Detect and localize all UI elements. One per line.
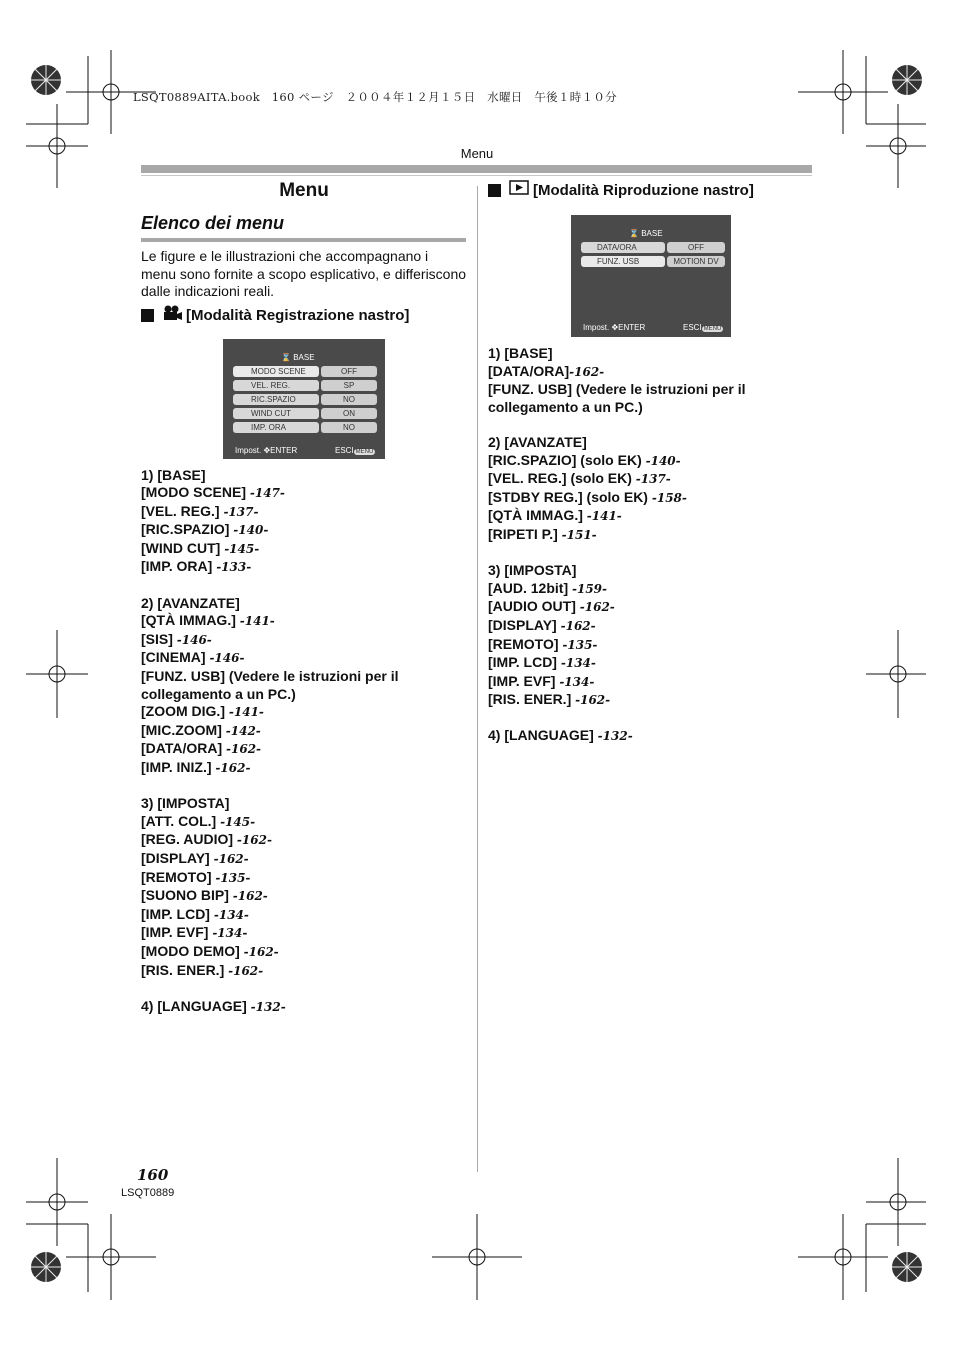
menu-item-label: [IMP. EVF] — [488, 672, 560, 689]
page-reference: -132- — [250, 999, 286, 1014]
menu-list-item — [141, 906, 467, 925]
top-thin-rule — [141, 175, 812, 176]
screen-row-value: ON — [321, 408, 377, 419]
menu-list-item — [488, 617, 814, 636]
intro-text: Le figure e le illustrazioni che accompagnano i menu sono fornite a scopo esplicativo, e differiscono dalle indicazioni reali. — [141, 248, 467, 299]
menu-item-label: 1) [BASE] — [488, 345, 553, 361]
menu-item-label: 4) [LANGUAGE] — [141, 997, 251, 1014]
menu-list-item — [141, 998, 467, 1017]
menu-item-label: [IMP. ORA] — [141, 558, 217, 575]
menu-item-label: [DISPLAY] — [488, 616, 561, 633]
menu-item-label: [CINEMA] — [141, 649, 210, 666]
top-rule — [141, 165, 812, 173]
page-reference: -134- — [213, 907, 249, 922]
page-reference: -141- — [239, 614, 275, 629]
menu-item-label: [RIS. ENER.] — [488, 691, 576, 708]
menu-list-item — [141, 759, 467, 778]
menu-list-item — [488, 434, 814, 452]
menu-list-item — [141, 795, 467, 813]
menu-list-item — [141, 813, 467, 832]
list-gap — [141, 778, 467, 796]
menu-list-item — [488, 470, 814, 489]
menu-list-item — [488, 399, 814, 417]
menu-list-item — [141, 887, 467, 906]
menu-list-item — [141, 467, 467, 485]
menu-item-label: [DISPLAY] — [141, 849, 214, 866]
left-column — [141, 178, 467, 1016]
menu-list-item — [141, 831, 467, 850]
menu-item-label: [RIPETI P.] — [488, 525, 562, 542]
menu-item-label: 2) [AVANZATE] — [488, 433, 587, 450]
page-reference: -162- — [575, 693, 611, 708]
bullet-square-icon — [141, 309, 154, 322]
menu-item-label: [QTÀ IMMAG.] — [141, 612, 240, 629]
menu-screen-playback — [571, 215, 731, 337]
page-reference: -140- — [645, 453, 681, 468]
menu-list-item — [141, 558, 467, 577]
menu-item-label: collegamento a un PC.) — [488, 398, 643, 415]
menu-list-item — [141, 668, 467, 686]
screen-row-value: SP — [321, 380, 377, 391]
play-icon — [509, 180, 529, 201]
screen-row-name: WIND CUT — [233, 408, 319, 419]
menu-item-label: 1) [BASE] — [141, 466, 206, 483]
movie-camera-icon — [162, 305, 182, 327]
menu-item-label: [ATT. COL.] — [141, 812, 221, 829]
menu-list-item — [141, 595, 467, 613]
recording-mode-heading — [141, 305, 467, 327]
page-reference: -142- — [225, 723, 261, 738]
page-reference: -141- — [228, 705, 264, 720]
menu-list-item — [488, 526, 814, 545]
menu-item-label: [AUD. 12bit] — [488, 579, 572, 596]
column-separator — [477, 186, 478, 1172]
document-code: LSQT0889 — [121, 1187, 175, 1199]
right-menu-list — [488, 345, 814, 746]
menu-list-item — [141, 686, 467, 704]
page-reference: -141- — [586, 509, 622, 524]
list-gap — [488, 416, 814, 434]
screen-row-value: NO — [321, 394, 377, 405]
page-reference: -162- — [569, 364, 605, 379]
page-reference: -151- — [561, 527, 597, 542]
heading-rule — [141, 238, 466, 242]
page-reference: -162- — [213, 851, 249, 866]
menu-item-label: 4) [LANGUAGE] — [488, 727, 598, 744]
menu-item-label: [IMP. LCD] — [141, 905, 214, 922]
menu-list-item — [141, 540, 467, 559]
page-number: 160 — [137, 1166, 169, 1184]
screen-title: ⌛ BASE — [629, 229, 663, 238]
menu-item-label: [MODO SCENE] — [141, 484, 250, 501]
menu-item-label: [MODO DEMO] — [141, 942, 244, 959]
menu-item-label: [RIC.SPAZIO] (solo EK) — [488, 451, 646, 468]
menu-item-label: 3) [IMPOSTA] — [488, 562, 577, 579]
bullet-square-icon — [488, 184, 501, 197]
page-reference: -134- — [560, 656, 596, 671]
recording-mode-title: [Modalità Registrazione nastro] — [186, 306, 410, 324]
page-reference: -146- — [176, 632, 212, 647]
menu-list-item — [488, 489, 814, 508]
menu-item-label: [VEL. REG.] (solo EK) — [488, 470, 636, 487]
menu-list-item — [488, 345, 814, 363]
menu-item-label: [SUONO BIP] — [141, 887, 233, 904]
screen-title: ⌛ BASE — [281, 352, 315, 362]
page-reference: -162- — [560, 618, 596, 633]
menu-item-label: [FUNZ. USB] (Vedere le istruzioni per il — [141, 668, 399, 685]
screen-footer-exit: ESCI MENU — [683, 323, 722, 332]
menu-list-item — [488, 727, 814, 746]
screen-row-value: OFF — [667, 242, 725, 253]
page-reference: -140- — [233, 523, 269, 538]
screen-row-value: NO — [321, 422, 377, 433]
screen-footer: Impost. ✥ENTER — [235, 445, 298, 455]
menu-list-item — [141, 740, 467, 759]
screen-footer: Impost. ✥ENTER — [583, 323, 646, 332]
page-reference: -158- — [651, 490, 687, 505]
page-reference: -162- — [226, 742, 262, 757]
screen-row-name: RIC.SPAZIO — [233, 394, 319, 405]
page-reference: -162- — [215, 761, 251, 775]
page-reference: -162- — [243, 944, 279, 959]
page-reference: -162- — [228, 963, 264, 978]
menu-item-label: [REMOTO] — [141, 868, 216, 885]
page-reference: -146- — [209, 651, 245, 666]
page-reference: -135- — [562, 637, 598, 652]
menu-list-item — [488, 654, 814, 673]
menu-screen-recording — [223, 339, 385, 459]
menu-list-item — [488, 363, 814, 382]
page-reference: -145- — [220, 814, 256, 829]
menu-list-item — [488, 507, 814, 526]
list-gap — [141, 577, 467, 595]
page-title: Menu — [279, 180, 329, 201]
menu-list-item — [141, 631, 467, 650]
page-reference: -134- — [212, 926, 248, 941]
page-reference: -159- — [572, 581, 608, 596]
menu-item-label: [ZOOM DIG.] — [141, 703, 229, 720]
screen-row-name: DATA/ORA — [581, 242, 665, 253]
menu-item-label: [SIS] — [141, 630, 177, 647]
list-gap — [488, 710, 814, 728]
page-reference: -145- — [224, 541, 260, 556]
page-reference: -134- — [559, 674, 595, 689]
menu-item-label: [AUDIO OUT] — [488, 598, 580, 615]
menu-item-label: [DATA/ORA] — [488, 362, 570, 379]
menu-item-label: [DATA/ORA] — [141, 740, 227, 757]
screen-row-name: MODO SCENE — [233, 366, 319, 377]
menu-item-label: [QTÀ IMMAG.] — [488, 507, 587, 524]
page-reference: -137- — [223, 504, 259, 519]
section-heading: Elenco dei menu — [141, 213, 285, 233]
menu-item-label: [WIND CUT] — [141, 539, 225, 556]
menu-item-label: [RIS. ENER.] — [141, 961, 229, 978]
menu-list-item — [488, 580, 814, 599]
menu-list-item — [141, 612, 467, 631]
menu-list-item — [141, 850, 467, 869]
menu-list-item — [141, 649, 467, 668]
menu-item-label: 3) [IMPOSTA] — [141, 795, 230, 812]
menu-list-item — [488, 598, 814, 617]
menu-list-item — [488, 673, 814, 692]
page-reference: -147- — [249, 486, 285, 501]
page-reference: -162- — [232, 889, 268, 904]
playback-mode-heading — [488, 180, 814, 201]
menu-list-item — [141, 521, 467, 540]
menu-list-item — [141, 943, 467, 962]
menu-item-label: [FUNZ. USB] (Vedere le istruzioni per il — [488, 381, 746, 398]
menu-list-item — [488, 562, 814, 580]
list-gap — [488, 545, 814, 563]
screen-row-value: MOTION DV — [667, 256, 725, 267]
menu-item-label: [STDBY REG.] (solo EK) — [488, 488, 652, 505]
menu-list-item — [141, 722, 467, 741]
menu-item-label: [IMP. INIZ.] — [141, 759, 216, 775]
screen-row-value: OFF — [321, 366, 377, 377]
screen-row-name: IMP. ORA — [233, 422, 319, 433]
menu-item-label: [IMP. EVF] — [141, 924, 213, 941]
page-reference: -132- — [597, 729, 633, 744]
right-column — [488, 178, 814, 746]
menu-list-item — [488, 452, 814, 471]
menu-item-label: [VEL. REG.] — [141, 502, 224, 519]
screen-row-name: VEL. REG. — [233, 380, 319, 391]
menu-item-label: 2) [AVANZATE] — [141, 594, 240, 611]
menu-item-label: collegamento a un PC.) — [141, 685, 296, 702]
menu-item-label: [REMOTO] — [488, 635, 563, 652]
menu-list-item — [488, 636, 814, 655]
menu-list-item — [488, 691, 814, 710]
running-title: Menu — [460, 146, 494, 161]
menu-list-item — [141, 869, 467, 888]
menu-list-item — [488, 381, 814, 399]
menu-item-label: [RIC.SPAZIO] — [141, 521, 234, 538]
screen-footer-exit: ESCI MENU — [335, 445, 374, 455]
playback-mode-title: [Modalità Riproduzione nastro] — [533, 181, 754, 199]
menu-item-label: [IMP. LCD] — [488, 654, 561, 671]
menu-list-item — [141, 703, 467, 722]
screen-row-name: FUNZ. USB — [581, 256, 665, 267]
list-gap — [141, 980, 467, 998]
menu-item-label: [MIC.ZOOM] — [141, 721, 226, 738]
menu-list-item — [141, 503, 467, 522]
menu-item-label: [REG. AUDIO] — [141, 831, 237, 848]
page-reference: -162- — [236, 833, 272, 848]
menu-list-item — [141, 962, 467, 981]
page-reference: -137- — [635, 472, 671, 487]
file-header: LSQT0889AITA.book 160 ページ ２００４年１２月１５日 水曜日 午後１時１０分 — [133, 90, 617, 104]
menu-list-item — [141, 484, 467, 503]
left-menu-list — [141, 467, 467, 1017]
page-reference: -133- — [216, 560, 252, 575]
menu-list-item — [141, 924, 467, 943]
page-reference: -162- — [579, 600, 615, 615]
page-reference: -135- — [215, 870, 251, 885]
